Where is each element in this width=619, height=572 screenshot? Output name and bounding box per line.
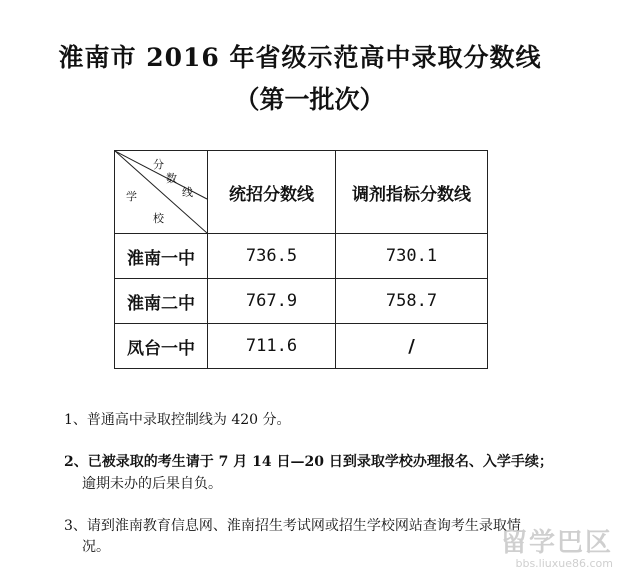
unified-score: 767.9 bbox=[208, 279, 336, 324]
adjusted-score: / bbox=[336, 324, 488, 369]
watermark bbox=[501, 529, 613, 570]
corner-label-xian: 线 bbox=[182, 186, 193, 199]
corner-label-fen: 分 bbox=[153, 158, 164, 171]
corner-label-shu: 数 bbox=[166, 172, 177, 185]
adjusted-score: 730.1 bbox=[336, 234, 488, 279]
note-enrollment-deadline-cont: 逾期未办的后果自负。 bbox=[82, 476, 222, 492]
school-name: 淮南一中 bbox=[115, 234, 208, 279]
header-unified-score: 统招分数线 bbox=[208, 151, 336, 234]
document-subtitle: （第一批次） bbox=[234, 85, 385, 114]
note-enrollment-deadline: 2、已被录取的考生请于 7 月 14 日—20 日到录取学校办理报名、入学手续； bbox=[64, 454, 553, 470]
table-row bbox=[115, 279, 488, 324]
school-name: 淮南二中 bbox=[115, 279, 208, 324]
corner-label-xue: 学 bbox=[126, 190, 137, 203]
note-query-sites-cont: 况。 bbox=[82, 539, 110, 555]
watermark-brand: 留学巴区 bbox=[500, 528, 613, 558]
table-row bbox=[115, 324, 488, 369]
table-corner-cell bbox=[115, 151, 208, 234]
note-control-line: 1、普通高中录取控制线为 420 分。 bbox=[64, 412, 291, 428]
watermark-url: bbs.liuxue86.com bbox=[515, 557, 613, 570]
score-table bbox=[114, 150, 488, 369]
table-row bbox=[115, 234, 488, 279]
table-header-row bbox=[115, 151, 488, 234]
adjusted-score: 758.7 bbox=[336, 279, 488, 324]
document-title: 淮南市 2016 年省级示范高中录取分数线 bbox=[58, 43, 542, 72]
corner-label-xiao: 校 bbox=[153, 212, 164, 225]
header-adjusted-score: 调剂指标分数线 bbox=[336, 151, 488, 234]
note-query-sites: 3、请到淮南教育信息网、淮南招生考试网或招生学校网站查询考生录取情 bbox=[64, 518, 521, 534]
unified-score: 736.5 bbox=[208, 234, 336, 279]
school-name: 凤台一中 bbox=[115, 324, 208, 369]
unified-score: 711.6 bbox=[208, 324, 336, 369]
